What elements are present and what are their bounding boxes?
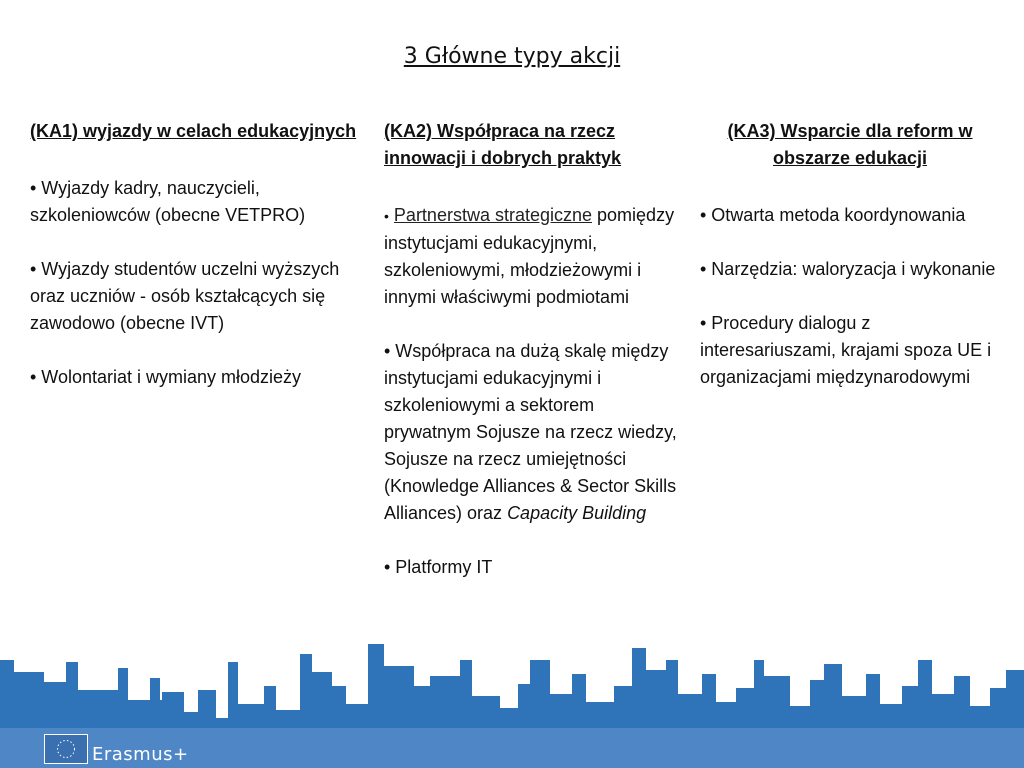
ka1-heading: (KA1) wyjazdy w celach edukacyjnych bbox=[30, 121, 357, 141]
ka2-heading: (KA2) Współpraca na rzecz innowacji i dobrych praktyk bbox=[384, 121, 622, 168]
ka2-bullet-marker: • bbox=[384, 208, 389, 224]
ka3-bullet: • Narzędzia: waloryzacja i wykonanie bbox=[700, 259, 996, 279]
ka1-bullet: • Wolontariat i wymiany młodzieży bbox=[30, 367, 302, 387]
ka1-bullet: • Wyjazdy studentów uczelni wyższych oraz uczniów - osób kształcących się zawodowo (obecne IVT) bbox=[30, 259, 340, 333]
ka2-bullet-text: pomiędzy instytucjami edukacyjnymi, szkoleniowymi, młodzieżowymi i innymi właściwymi podmiotami bbox=[384, 205, 675, 307]
slide-title: 3 Główne typy akcji bbox=[403, 44, 621, 69]
ka2-bullet-text: • Współpraca na dużą skalę między instytucjami edukacyjnymi i szkoleniowymi a sektorem prywatnym Sojusze na rzecz wiedzy, Sojusze na rzecz umiejętności (Knowledge Alliances & Sector Skills Alliances) oraz bbox=[384, 341, 677, 523]
ka3-heading: (KA3) Wsparcie dla reform w obszarze edukacji bbox=[727, 121, 973, 168]
capacity-building-text: Capacity Building bbox=[507, 503, 647, 523]
ka3-bullet: • Procedury dialogu z interesariuszami, krajami spoza UE i organizacjami międzynarodowymi bbox=[700, 313, 992, 387]
strategic-partnerships-link[interactable]: Partnerstwa strategiczne bbox=[393, 205, 593, 225]
ka1-bullet: • Wyjazdy kadry, nauczycieli, szkoleniowców (obecne VETPRO) bbox=[30, 178, 306, 225]
ka3-bullet: • Otwarta metoda koordynowania bbox=[700, 205, 966, 225]
ka2-bullet-platforms: • Platformy IT bbox=[384, 557, 493, 577]
erasmus-plus-label: Erasmus+ bbox=[92, 744, 189, 765]
eu-flag-icon bbox=[44, 734, 88, 764]
